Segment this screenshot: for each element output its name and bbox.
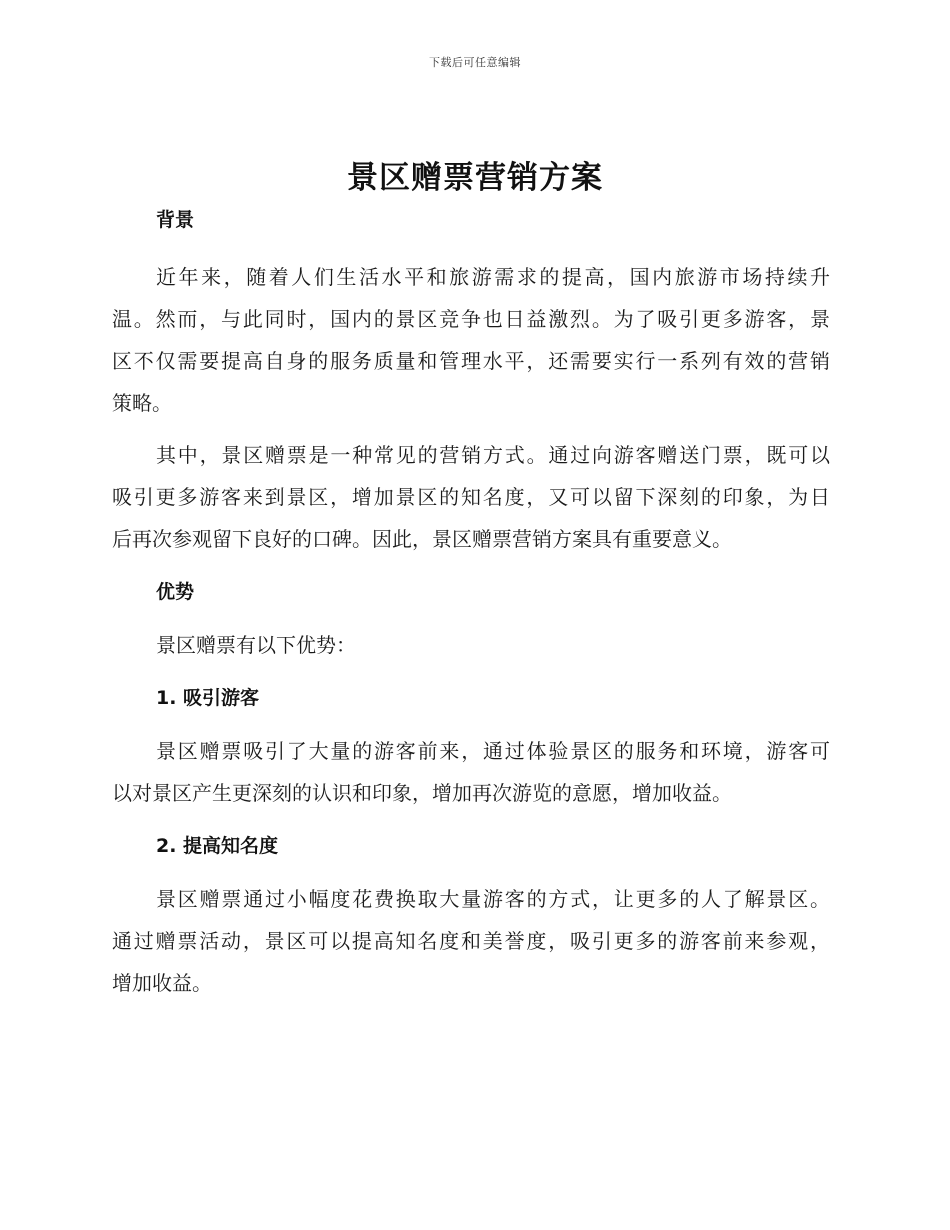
header-note: 下载后可任意编辑	[429, 56, 521, 69]
paragraph-line: 吸引更多游客来到景区，增加景区的知名度，又可以留下深刻的印象，为日	[112, 485, 830, 509]
paragraph-line: 景区赠票通过小幅度花费换取大量游客的方式，让更多的人了解景区。	[156, 887, 830, 911]
subheading-raise-awareness: 2. 提高知名度	[156, 835, 279, 857]
section-heading-advantages: 优势	[156, 581, 195, 603]
paragraph-line: 温。然而，与此同时，国内的景区竞争也日益激烈。为了吸引更多游客，景	[112, 307, 830, 331]
paragraph-line: 景区赠票吸引了大量的游客前来，通过体验景区的服务和环境，游客可	[156, 739, 830, 763]
paragraph-background-1	[112, 256, 830, 424]
paragraph-line: 以对景区产生更深刻的认识和印象，增加再次游览的意愿，增加收益。	[112, 781, 732, 805]
paragraph-line: 后再次参观留下良好的口碑。因此，景区赠票营销方案具有重要意义。	[112, 527, 732, 551]
paragraph-line: 增加收益。	[112, 971, 212, 995]
paragraph-advantages-intro	[112, 624, 830, 666]
section-heading-background: 背景	[156, 209, 195, 231]
paragraph-attract-visitors	[112, 730, 830, 814]
paragraph-line: 策略。	[112, 391, 172, 415]
paragraph-line: 区不仅需要提高自身的服务质量和管理水平，还需要实行一系列有效的营销	[112, 349, 830, 373]
paragraph-background-2	[112, 434, 830, 560]
document-body	[112, 200, 830, 1004]
document-title: 景区赠票营销方案	[347, 160, 603, 196]
paragraph-raise-awareness	[112, 878, 830, 1004]
paragraph-line: 其中，景区赠票是一种常见的营销方式。通过向游客赠送门票，既可以	[156, 443, 830, 467]
paragraph-line: 近年来，随着人们生活水平和旅游需求的提高，国内旅游市场持续升	[156, 265, 830, 289]
subheading-attract-visitors: 1. 吸引游客	[156, 687, 260, 709]
paragraph-line: 通过赠票活动，景区可以提高知名度和美誉度，吸引更多的游客前来参观，	[112, 929, 830, 953]
paragraph-line: 景区赠票有以下优势：	[156, 633, 356, 657]
